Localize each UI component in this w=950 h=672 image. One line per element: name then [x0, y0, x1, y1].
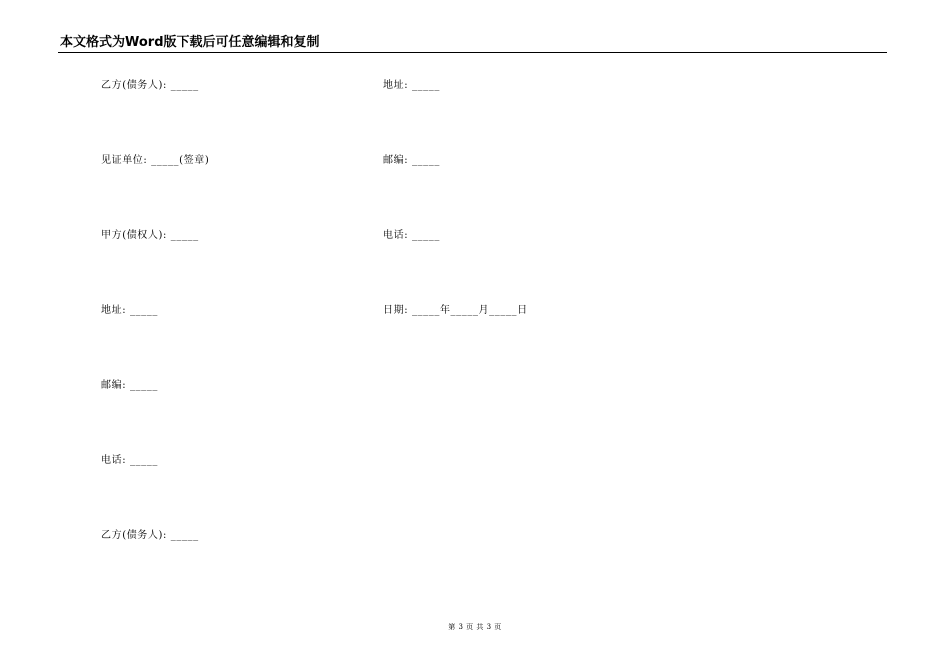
phone-field: 电话: _____ — [101, 455, 158, 466]
creditor-party-field: 甲方(债权人): _____ — [101, 230, 199, 241]
witness-unit-field: 见证单位: _____(签章) — [101, 155, 210, 166]
page-number-footer: 第 3 页 共 3 页 — [448, 623, 502, 631]
debtor-party-field: 乙方(债务人): _____ — [101, 80, 199, 91]
right-phone-field: 电话: _____ — [383, 230, 440, 241]
address-field: 地址: _____ — [101, 305, 158, 316]
right-postcode-field: 邮编: _____ — [383, 155, 440, 166]
postcode-field: 邮编: _____ — [101, 380, 158, 391]
page-header-title: 本文格式为Word版下载后可任意编辑和复制 — [60, 35, 320, 50]
date-field: 日期: _____年_____月_____日 — [383, 305, 528, 316]
debtor-party-field-repeat: 乙方(债务人): _____ — [101, 530, 199, 541]
right-address-field: 地址: _____ — [383, 80, 440, 91]
header-divider — [58, 52, 887, 53]
